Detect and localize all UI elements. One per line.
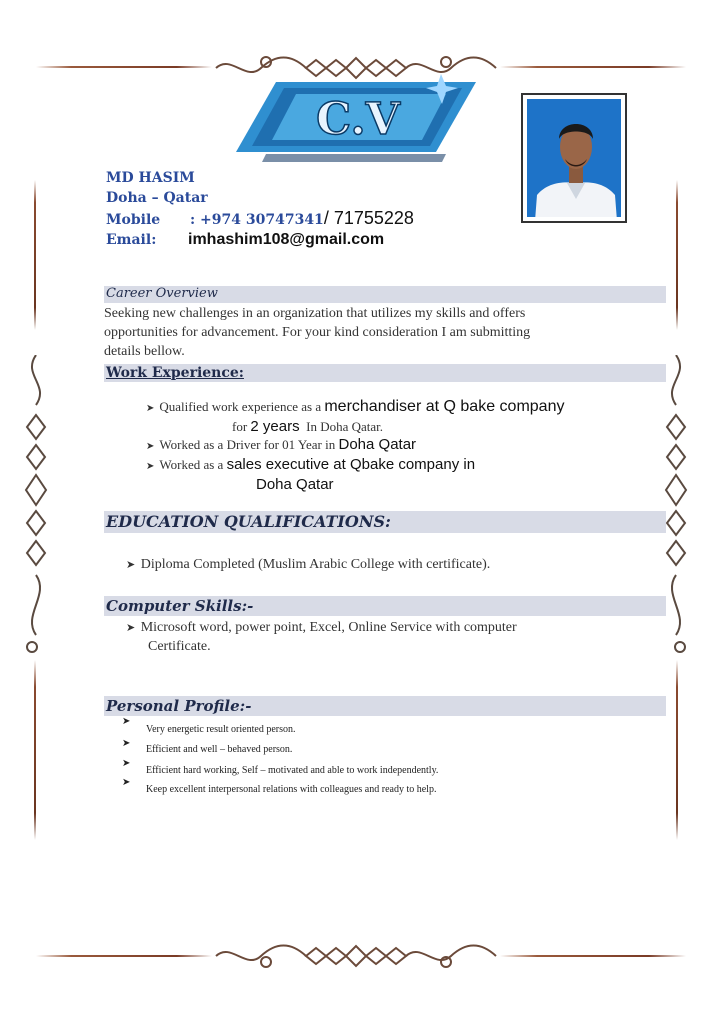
computer-skills-line-1: Microsoft word, power point, Excel, Online Service with computer xyxy=(140,620,517,635)
right-upper-rule xyxy=(676,180,678,330)
bottom-left-rule xyxy=(36,955,212,957)
right-lower-rule xyxy=(676,660,678,840)
arrow-bullet-icon: ➤ xyxy=(146,441,160,452)
education-bar xyxy=(104,511,666,533)
left-lower-rule xyxy=(34,660,36,840)
personal-profile-heading: Personal Profile:- xyxy=(106,697,252,715)
applicant-location: Doha – Qatar xyxy=(106,190,208,206)
work-item-3 xyxy=(146,456,475,473)
career-overview-heading: Career Overview xyxy=(106,286,218,301)
work-item-2 xyxy=(146,436,416,453)
career-line: opportunities for advancement. For your kind consideration I am submitting xyxy=(104,325,531,340)
arrow-bullet-icon: ➤ xyxy=(122,716,131,727)
email-value: imhashim108@gmail.com xyxy=(188,231,385,248)
email-label: Email: xyxy=(106,232,157,248)
education-item-text: Diploma Completed (Muslim Arabic College with certificate). xyxy=(140,557,491,572)
work-item-3-place: Doha Qatar xyxy=(256,476,334,493)
career-line: details bellow. xyxy=(104,344,185,359)
profile-item: Keep excellent interpersonal relations with colleagues and ready to help. xyxy=(146,784,437,795)
arrow-bullet-icon: ➤ xyxy=(126,622,141,634)
arrow-bullet-icon: ➤ xyxy=(122,738,131,749)
profile-item: Efficient and well – behaved person. xyxy=(146,744,293,755)
work-experience-heading: Work Experience: xyxy=(106,365,244,381)
arrow-bullet-icon: ➤ xyxy=(146,461,160,472)
computer-skills-item xyxy=(126,620,517,636)
work-item-1-place: In Doha Qatar. xyxy=(306,419,384,434)
work-item-1-duration: 2 years xyxy=(250,418,300,435)
work-item-2-place: Doha Qatar xyxy=(338,436,417,453)
career-overview-bar xyxy=(104,286,666,303)
bottom-right-rule xyxy=(500,955,686,957)
personal-profile-bar xyxy=(104,696,666,716)
computer-skills-line-2: Certificate. xyxy=(148,639,211,654)
work-item-1-cont xyxy=(232,418,383,435)
portrait-photo xyxy=(521,93,627,223)
work-item-1 xyxy=(146,398,564,416)
top-right-rule xyxy=(500,66,686,68)
work-item-1-text: Qualified work experience as a xyxy=(159,399,325,414)
computer-skills-bar xyxy=(104,596,666,616)
education-heading: EDUCATION QUALIFICATIONS: xyxy=(106,512,391,531)
ornament-flourish-icon xyxy=(206,938,506,972)
mobile-extra: / 71755228 xyxy=(323,208,414,228)
work-item-1-role: merchandiser at Q bake company xyxy=(324,398,565,415)
computer-skills-heading: Computer Skills:- xyxy=(106,597,254,615)
work-item-3-role: sales executive at Qbake company in xyxy=(226,456,476,473)
work-item-3-text: Worked as a xyxy=(159,457,227,472)
mobile-value: : +974 30747341 xyxy=(190,212,324,228)
profile-item: Efficient hard working, Self – motivated and able to work independently. xyxy=(146,765,439,776)
cv-logo-text: C.V xyxy=(316,94,400,145)
arrow-bullet-icon: ➤ xyxy=(122,777,131,788)
arrow-bullet-icon: ➤ xyxy=(122,758,131,769)
education-item xyxy=(126,557,490,573)
right-ornament-flourish-icon xyxy=(662,355,690,655)
career-line: Seeking new challenges in an organization that utilizes my skills and offers xyxy=(104,306,526,321)
mobile-label: Mobile xyxy=(106,212,161,228)
arrow-bullet-icon: ➤ xyxy=(146,403,160,414)
work-item-2-text: Worked as a Driver for 01 Year in xyxy=(159,437,339,452)
left-ornament-flourish-icon xyxy=(22,355,50,655)
profile-item: Very energetic result oriented person. xyxy=(146,724,296,735)
left-upper-rule xyxy=(34,180,36,330)
applicant-name: MD HASIM xyxy=(106,170,195,186)
person-portrait-icon xyxy=(527,99,621,217)
top-left-rule xyxy=(36,66,212,68)
work-experience-bar xyxy=(104,364,666,382)
work-item-1-for: for xyxy=(232,419,251,434)
contact-block xyxy=(106,168,414,250)
career-overview-text xyxy=(104,304,664,361)
arrow-bullet-icon: ➤ xyxy=(126,559,141,571)
cv-logo xyxy=(236,74,476,164)
